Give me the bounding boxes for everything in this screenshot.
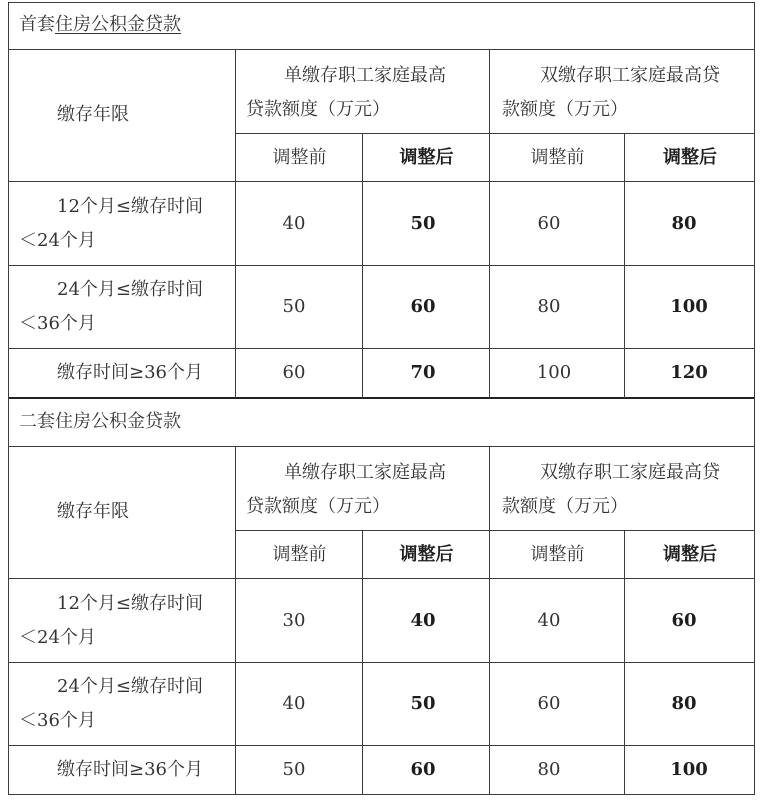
header-double-line1: 双缴存职工家庭最高贷 (540, 462, 720, 483)
period-label: ＜36个月 (19, 313, 96, 334)
cell-double-after: 60 (671, 610, 697, 631)
cell-double-before: 40 (537, 610, 561, 631)
cell-single-after: 70 (410, 362, 436, 383)
cell-double-after: 120 (670, 362, 708, 383)
cell-single-after: 50 (410, 693, 436, 714)
row-divider (8, 265, 755, 266)
column-divider (489, 49, 490, 398)
period-label: 缴存时间≥36个月 (57, 759, 203, 780)
header-after: 调整后 (663, 147, 717, 168)
header-after: 调整后 (399, 544, 454, 565)
row-divider (8, 745, 755, 746)
table-border-left (8, 2, 9, 795)
column-divider (624, 133, 625, 398)
table-border-top (8, 2, 755, 3)
period-label: 24个月≤缴存时间 (57, 279, 203, 300)
cell-double-after: 80 (671, 693, 697, 714)
section-divider (8, 397, 755, 399)
row-divider (8, 446, 755, 447)
section-title-prefix: 首套 (19, 14, 55, 35)
cell-double-before: 60 (537, 693, 561, 714)
row-divider (8, 662, 755, 663)
row-divider (8, 348, 755, 349)
column-divider (489, 446, 490, 795)
row-divider (8, 578, 755, 579)
header-period: 缴存年限 (57, 501, 129, 522)
section-title-underlined: 住房公积金贷款 (55, 14, 181, 35)
period-label: ＜24个月 (19, 627, 96, 648)
period-label: 缴存时间≥36个月 (57, 362, 203, 383)
column-divider (362, 530, 363, 795)
cell-single-before: 40 (282, 693, 306, 714)
header-single-line1: 单缴存职工家庭最高 (284, 65, 446, 86)
header-single-line1: 单缴存职工家庭最高 (284, 462, 446, 483)
cell-double-after: 80 (671, 213, 697, 234)
column-divider (624, 530, 625, 795)
cell-single-before: 60 (282, 362, 306, 383)
cell-single-after: 60 (410, 296, 436, 317)
period-label: 12个月≤缴存时间 (57, 196, 203, 217)
cell-single-before: 50 (282, 759, 306, 780)
cell-single-before: 40 (282, 213, 306, 234)
cell-double-before: 100 (536, 362, 572, 383)
section-title-second: 二套住房公积金贷款 (19, 411, 181, 432)
header-double-line2: 款额度（万元） (502, 496, 628, 517)
header-before: 调整前 (530, 147, 585, 168)
column-divider (235, 49, 236, 398)
header-double-line1: 双缴存职工家庭最高贷 (540, 65, 720, 86)
cell-double-after: 100 (670, 759, 708, 780)
row-divider (8, 49, 755, 50)
period-label: 24个月≤缴存时间 (57, 676, 203, 697)
cell-single-before: 30 (282, 610, 306, 631)
header-before: 调整前 (272, 544, 327, 565)
cell-double-before: 60 (537, 213, 561, 234)
header-double-line2: 款额度（万元） (502, 99, 628, 120)
header-before: 调整前 (272, 147, 327, 168)
period-label: ＜24个月 (19, 230, 96, 251)
table-border-right (754, 2, 755, 795)
cell-double-before: 80 (537, 296, 561, 317)
cell-single-after: 50 (410, 213, 436, 234)
cell-single-after: 40 (410, 610, 436, 631)
row-divider (235, 530, 755, 531)
row-divider (8, 181, 755, 182)
header-before: 调整前 (530, 544, 585, 565)
table-border-bottom (8, 794, 755, 795)
header-period: 缴存年限 (57, 104, 129, 125)
section-title-first (19, 12, 181, 38)
period-label: ＜36个月 (19, 710, 96, 731)
cell-single-before: 50 (282, 296, 306, 317)
header-after: 调整后 (663, 544, 717, 565)
row-divider (235, 133, 755, 134)
column-divider (235, 446, 236, 795)
cell-single-after: 60 (410, 759, 436, 780)
period-label: 12个月≤缴存时间 (57, 593, 203, 614)
cell-double-before: 80 (537, 759, 561, 780)
header-single-line2: 贷款额度（万元） (246, 496, 390, 517)
column-divider (362, 133, 363, 398)
cell-double-after: 100 (670, 296, 708, 317)
header-single-line2: 贷款额度（万元） (246, 99, 390, 120)
header-after: 调整后 (399, 147, 454, 168)
